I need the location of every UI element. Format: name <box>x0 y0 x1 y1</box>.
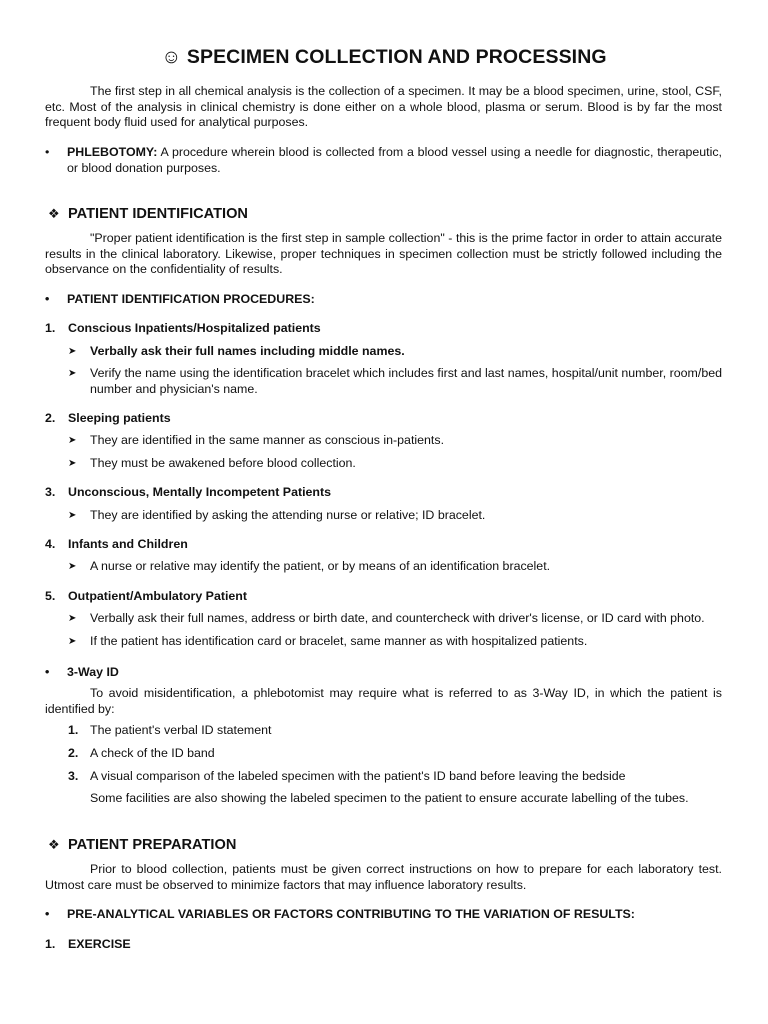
arrow-bullet-icon: ➤ <box>68 510 77 521</box>
list-item: ➤ If the patient has identification card or bracelet, same manner as with hospitalized patients. <box>68 634 588 648</box>
preparation-paragraph: Prior to blood collection, patients must be given correct instructions on how to prepare for each laboratory test. Utmost care must be observed to minimize factors that may influence laboratory results. <box>45 862 722 892</box>
three-way-step-3: 3. A visual comparison of the labeled specimen with the patient's ID band before leaving the bedside <box>68 769 626 783</box>
arrow-bullet-icon: ➤ <box>68 636 77 647</box>
arrow-bullet-icon: ➤ <box>68 435 77 446</box>
group-heading-1: 1. Conscious Inpatients/Hospitalized patients <box>45 321 321 335</box>
list-item: ➤ Verbally ask their full names, address or birth date, and countercheck with driver's license, or ID card with photo. <box>68 611 705 625</box>
variables-heading: • PRE-ANALYTICAL VARIABLES OR FACTORS CONTRIBUTING TO THE VARIATION OF RESULTS: <box>45 907 635 921</box>
identification-text: "Proper patient identification is the first step in sample collection" - this is the prime factor in order to attain accurate results in the clinical laboratory. Likewise, proper techniques in specimen collection must be strictly followed including the observance on the confidentiality of results. <box>45 231 722 276</box>
list-item: ➤ Verify the name using the identification bracelet which includes first and last names, hospital/unit number, room/bed number and physician's name. <box>68 366 722 396</box>
phlebotomy-term: PHLEBOTOMY: <box>67 145 158 159</box>
page-title: ☺ SPECIMEN COLLECTION AND PROCESSING <box>161 46 607 68</box>
phlebotomy-bullet <box>45 145 722 176</box>
procedures-heading <box>45 292 722 308</box>
bullet-icon: • <box>45 145 50 159</box>
group-heading-2: 2. Sleeping patients <box>45 411 171 425</box>
bullet-icon: • <box>45 665 50 679</box>
section-heading-text: PATIENT PREPARATION <box>68 837 237 853</box>
section-heading-patient-identification <box>48 205 248 223</box>
group-heading-3: 3. Unconscious, Mentally Incompetent Patients <box>45 485 332 499</box>
bullet-icon: • <box>45 907 50 921</box>
bullet-icon: • <box>45 292 50 306</box>
intro-text: The first step in all chemical analysis is the collection of a specimen. It may be a blood specimen, urine, stool, CSF, etc. Most of the analysis in clinical chemistry is done either on a whole blood, plasma or serum. Blood is by far the most frequent body fluid used for analytical purposes. <box>45 84 722 129</box>
arrow-bullet-icon: ➤ <box>68 458 77 469</box>
section-heading-text: PATIENT IDENTIFICATION <box>68 206 248 222</box>
list-item: ➤ Verbally ask their full names including middle names. <box>68 344 405 358</box>
group-heading-5: 5. Outpatient/Ambulatory Patient <box>45 589 247 603</box>
procedures-heading-text: PATIENT IDENTIFICATION PROCEDURES: <box>67 292 315 306</box>
arrow-bullet-icon: ➤ <box>68 561 77 572</box>
three-way-id-heading: • 3-Way ID <box>45 665 119 679</box>
identification-paragraph <box>45 231 722 278</box>
group-heading-4: 4. Infants and Children <box>45 537 188 551</box>
three-way-note: Some facilities are also showing the labeled specimen to the patient to ensure accurate labelling of the tubes. <box>90 791 689 805</box>
list-item: ➤ They are identified by asking the attending nurse or relative; ID bracelet. <box>68 508 486 522</box>
list-item: ➤ They are identified in the same manner as conscious in-patients. <box>68 433 445 447</box>
factor-heading-1: 1. EXERCISE <box>45 937 131 951</box>
arrow-bullet-icon: ➤ <box>68 368 77 379</box>
diamond-bullet-icon: ❖ <box>48 837 60 852</box>
three-way-step-1: 1. The patient's verbal ID statement <box>68 723 272 737</box>
arrow-bullet-icon: ➤ <box>68 613 77 624</box>
phlebotomy-definition: A procedure wherein blood is collected from a blood vessel using a needle for diagnostic, therapeutic, or blood donation purposes. <box>67 145 722 175</box>
intro-paragraph <box>45 84 722 131</box>
list-item: ➤ A nurse or relative may identify the patient, or by means of an identification bracelet. <box>68 559 551 573</box>
section-heading-patient-preparation <box>48 836 236 854</box>
three-way-step-2: 2. A check of the ID band <box>68 746 215 760</box>
diamond-bullet-icon: ❖ <box>48 206 60 221</box>
three-way-id-paragraph: To avoid misidentification, a phlebotomist may require what is referred to as 3-Way ID, in which the patient is identified by: <box>45 686 722 716</box>
arrow-bullet-icon: ➤ <box>68 346 77 357</box>
list-item: ➤ They must be awakened before blood collection. <box>68 456 356 470</box>
